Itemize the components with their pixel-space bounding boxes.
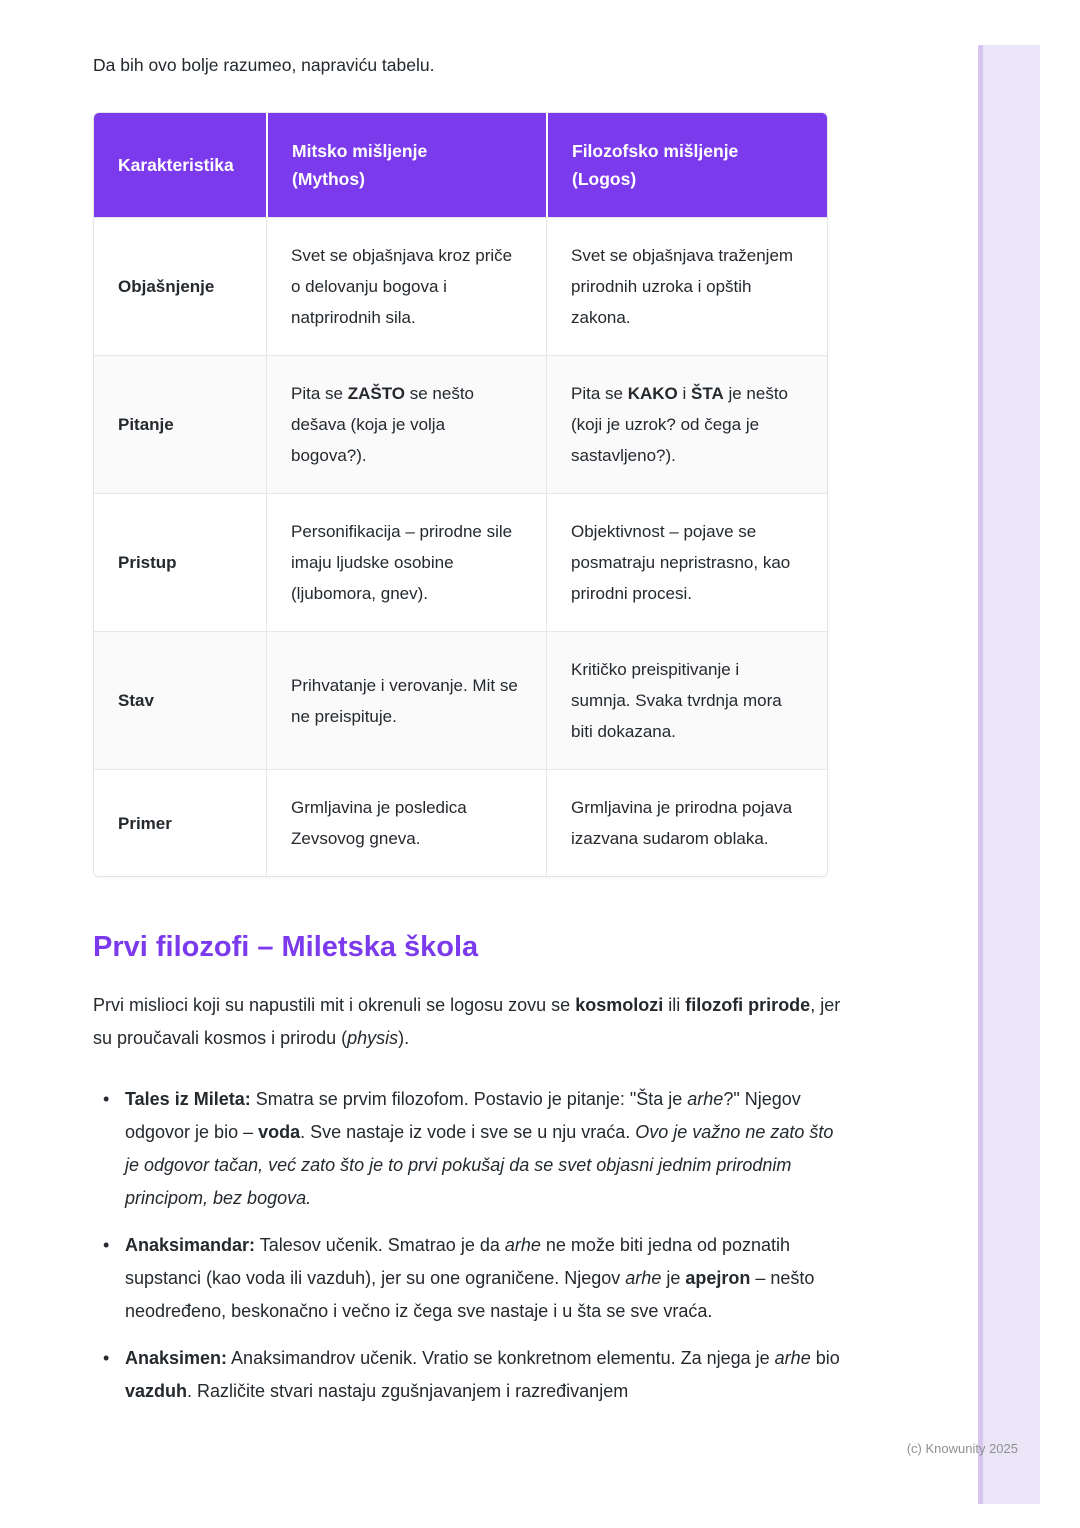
copyright-text: (c) Knowunity 2025: [906, 1441, 1018, 1456]
mythos-cell: Prihvatanje i verovanje. Mit se ne preispituje.: [266, 631, 546, 769]
row-label-cell: Primer: [94, 769, 266, 876]
header-cell-logos: [546, 113, 827, 217]
row-label-cell: Pitanje: [94, 355, 266, 493]
comparison-table-card: [93, 112, 828, 877]
table-row: [94, 217, 827, 355]
mythos-cell: Personifikacija – prirodne sile imaju ljudske osobine (ljubomora, gnev).: [266, 493, 546, 631]
mythos-cell: Grmljavina je posledica Zevsovog gneva.: [266, 769, 546, 876]
table-row: [94, 355, 827, 493]
table-row: [94, 493, 827, 631]
header-line1: Mitsko mišljenje: [292, 141, 428, 161]
list-item: [103, 1083, 845, 1215]
table-row: [94, 769, 827, 876]
mythos-cell: Pita se ZAŠTO se nešto dešava (koja je volja bogova?).: [266, 355, 546, 493]
bullet-marker: •: [103, 1348, 110, 1368]
header-line1: Karakteristika: [118, 155, 234, 175]
list-item: [103, 1229, 845, 1328]
header-line2: (Mythos): [292, 169, 365, 189]
list-item-text: Anaksimandar: Talesov učenik. Smatrao je da arhe ne može biti jedna od poznatih supstanci (kao voda ili vazduh), jer su one ograničene. Njegov arhe je apejron – nešto neodređeno, beskonačno i večno iz čega sve nastaje i u šta se sve vraća.: [125, 1235, 815, 1321]
page-margin-decoration: [978, 45, 1040, 1504]
logos-cell: Pita se KAKO i ŠTA je nešto (koji je uzrok? od čega je sastavljeno?).: [546, 355, 827, 493]
row-label-cell: Stav: [94, 631, 266, 769]
section-paragraph: Prvi mislioci koji su napustili mit i okrenuli se logosu zovu se kosmolozi ili filozofi prirode, jer su proučavali kosmos i prirodu (physis).: [93, 995, 841, 1048]
header-cell-mythos: [266, 113, 546, 217]
list-item-text: Tales iz Mileta: Smatra se prvim filozofom. Postavio je pitanje: "Šta je arhe?" Njegov odgovor je bio – voda. Sve nastaje iz vode i sve se u nju vraća. Ovo je važno ne zato što je odgovor tačan, već zato što je to prvi pokušaj da se svet objasni jednim prirodnim principom, bez bogova.: [125, 1089, 834, 1208]
list-item-text: Anaksimen: Anaksimandrov učenik. Vratio se konkretnom elementu. Za njega je arhe bio vazduh. Različite stvari nastaju zgušnjavanjem i razređivanjem: [125, 1348, 840, 1401]
section-heading: Prvi filozofi – Miletska škola: [93, 931, 479, 963]
philosophers-list: [93, 1083, 845, 1408]
row-label-cell: Objašnjenje: [94, 217, 266, 355]
table-header-row: [94, 113, 827, 217]
table-row: [94, 631, 827, 769]
comparison-table: [94, 113, 827, 876]
bullet-marker: •: [103, 1089, 110, 1109]
logos-cell: Kritičko preispitivanje i sumnja. Svaka tvrdnja mora biti dokazana.: [546, 631, 827, 769]
logos-cell: Svet se objašnjava traženjem prirodnih uzroka i opštih zakona.: [546, 217, 827, 355]
header-cell-karakteristika: [94, 113, 266, 217]
bullet-marker: •: [103, 1235, 110, 1255]
header-line2: (Logos): [572, 169, 637, 189]
logos-cell: Objektivnost – pojave se posmatraju nepristrasno, kao prirodni procesi.: [546, 493, 827, 631]
document-content: [93, 52, 845, 1422]
logos-cell: Grmljavina je prirodna pojava izazvana sudarom oblaka.: [546, 769, 827, 876]
list-item: [103, 1342, 845, 1408]
mythos-cell: Svet se objašnjava kroz priče o delovanju bogova i natprirodnih sila.: [266, 217, 546, 355]
intro-text: Da bih ovo bolje razumeo, napraviću tabelu.: [93, 55, 435, 75]
header-line1: Filozofsko mišljenje: [572, 141, 739, 161]
row-label-cell: Pristup: [94, 493, 266, 631]
